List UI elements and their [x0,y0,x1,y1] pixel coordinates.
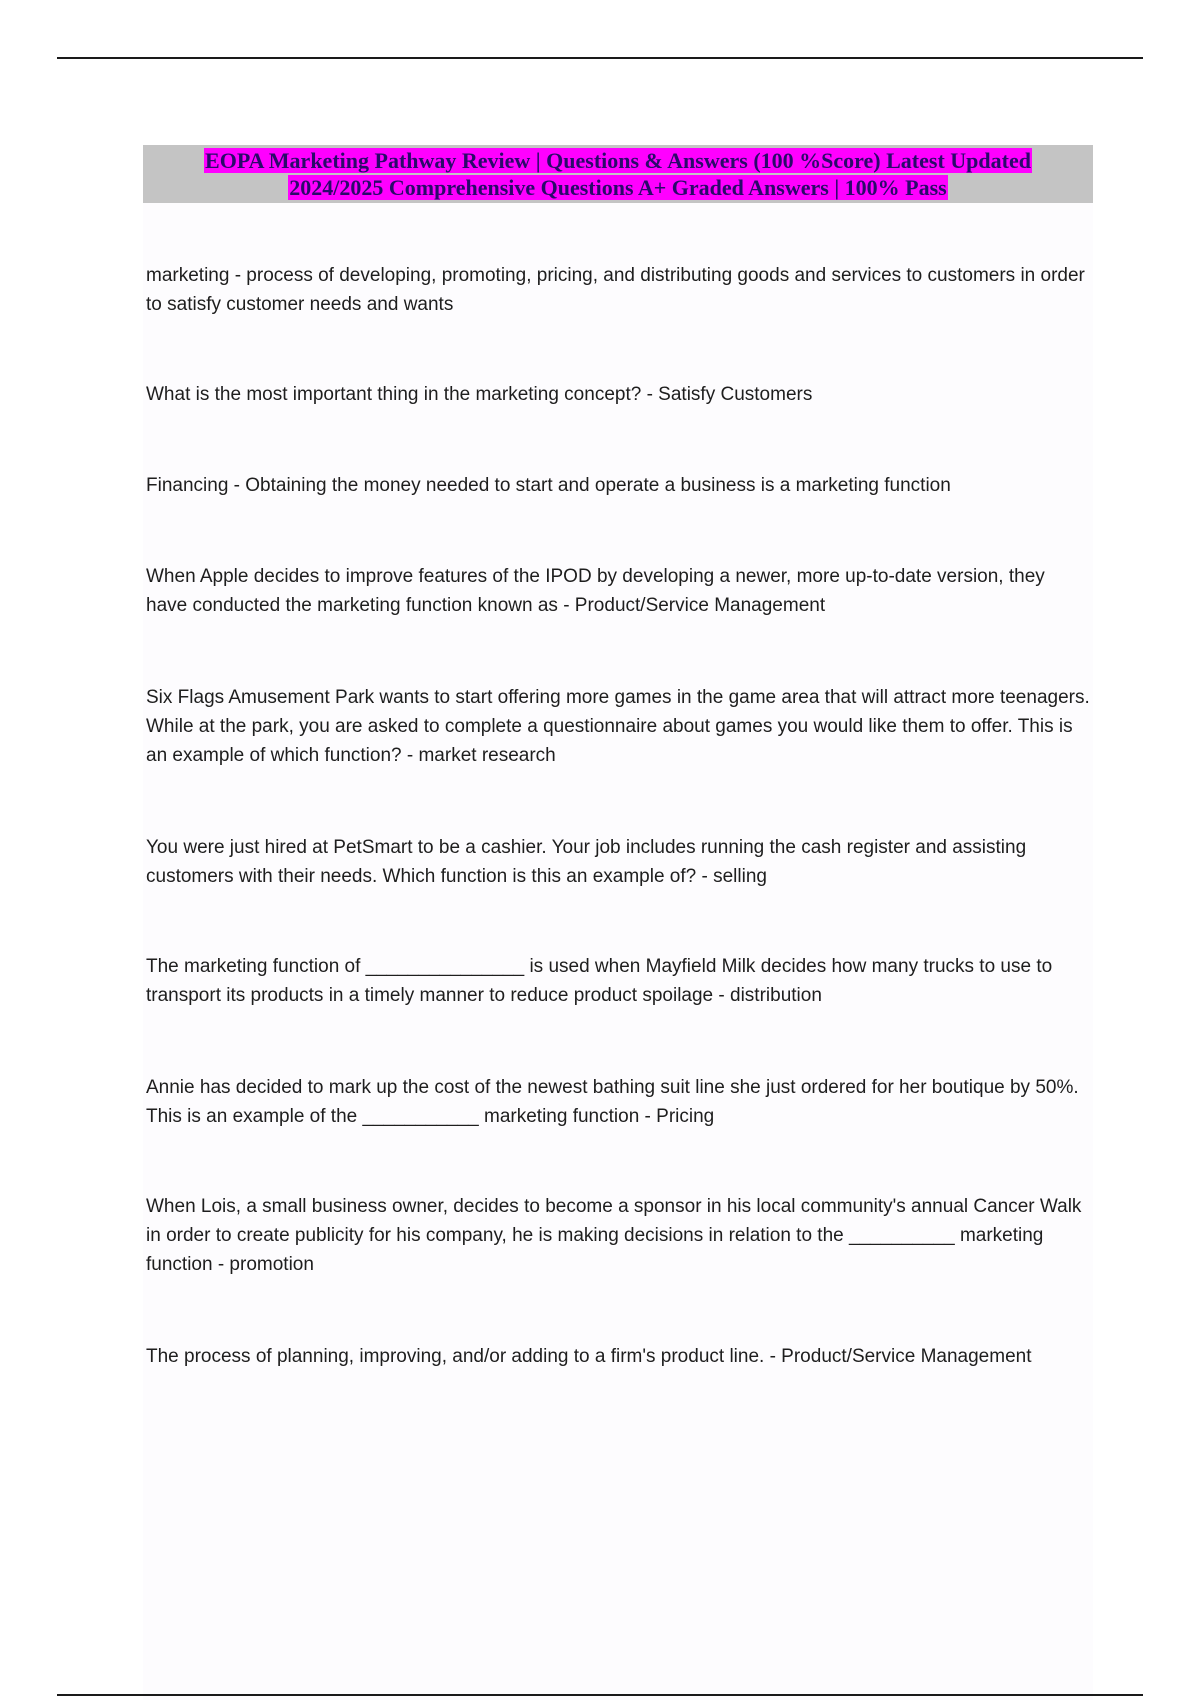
qa-entry: You were just hired at PetSmart to be a cashier. Your job includes running the cash register and assisting customers with their needs. Which function is this an example of? - selling [146,837,1027,887]
document-title [143,145,1093,203]
top-rule [57,57,1143,59]
qa-entry: What is the most important thing in the marketing concept? - Satisfy Customers [146,384,813,405]
title-line-2: 2024/2025 Comprehensive Questions A+ Graded Answers | 100% Pass [289,175,947,200]
qa-entry: When Lois, a small business owner, decides to become a sponsor in his local community's annual Cancer Walk in order to create publicity for his company, he is making decisions in relation to the __________ marketing function - promotion [146,1196,1082,1275]
qa-entry: Annie has decided to mark up the cost of the newest bathing suit line she just ordered for her boutique by 50%. This is an example of the ___________ marketing function - Pricing [146,1077,1079,1127]
qa-entry: When Apple decides to improve features of the IPOD by developing a newer, more up-to-date version, they have conducted the marketing function known as - Product/Service Management [146,566,1045,616]
page-body [143,145,1093,1700]
qa-entry: Financing - Obtaining the money needed to start and operate a business is a marketing function [146,475,951,496]
qa-entry: marketing - process of developing, promoting, pricing, and distributing goods and services to customers in order to satisfy customer needs and wants [146,265,1085,315]
bottom-rule [57,1694,1143,1696]
qa-entry: The process of planning, improving, and/or adding to a firm's product line. - Product/Service Management [146,1346,1032,1367]
qa-entry: Six Flags Amusement Park wants to start offering more games in the game area that will attract more teenagers. While at the park, you are asked to complete a questionnaire about games you would like them to offer. This is an example of which function? - market research [146,687,1090,766]
title-line-1: EOPA Marketing Pathway Review | Questions & Answers (100 %Score) Latest Updated [205,148,1031,173]
qa-entry: The marketing function of _______________ is used when Mayfield Milk decides how many trucks to use to transport its products in a timely manner to reduce product spoilage - distribution [146,956,1053,1006]
